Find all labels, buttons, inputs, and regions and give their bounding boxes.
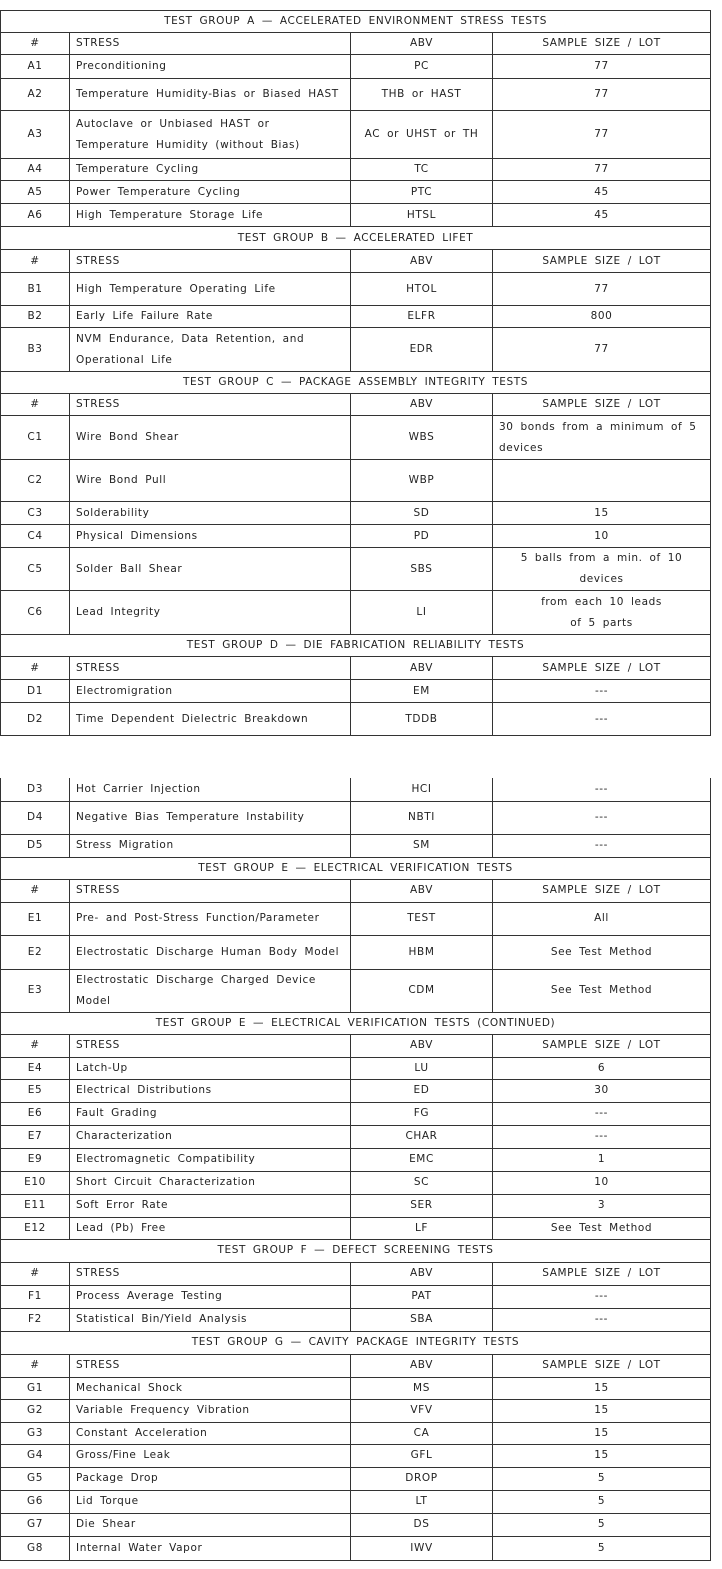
row-number-cell: D2 xyxy=(1,703,70,736)
sample-size-cell: 15 xyxy=(493,1377,711,1399)
column-header: SAMPLE SIZE / LOT xyxy=(493,394,711,416)
sample-size-cell: 15 xyxy=(493,1422,711,1444)
column-header: ABV xyxy=(351,879,493,902)
stress-cell: Pre- and Post-Stress Function/Parameter xyxy=(70,902,351,935)
sample-size-cell: 5 xyxy=(493,1536,711,1560)
row-number-cell: A5 xyxy=(1,181,70,204)
sample-size-cell: 45 xyxy=(493,204,711,227)
row-number-cell: F2 xyxy=(1,1308,70,1331)
stress-cell: Mechanical Shock xyxy=(70,1377,351,1399)
table-row xyxy=(1,416,711,460)
stress-cell: Electrical Distributions xyxy=(70,1079,351,1102)
column-header: # xyxy=(1,1034,70,1057)
table-row xyxy=(1,306,711,328)
row-number-cell: G5 xyxy=(1,1467,70,1490)
abbreviation-cell: LU xyxy=(351,1057,493,1079)
abbreviation-cell: IWV xyxy=(351,1536,493,1560)
abbreviation-cell: EDR xyxy=(351,328,493,372)
row-number-cell: E6 xyxy=(1,1102,70,1125)
column-header: SAMPLE SIZE / LOT xyxy=(493,657,711,680)
row-number-cell: E2 xyxy=(1,935,70,969)
column-header: STRESS xyxy=(70,394,351,416)
table-row xyxy=(1,79,711,111)
stress-cell: High Temperature Storage Life xyxy=(70,204,351,227)
group-title-row xyxy=(1,227,711,250)
table-row xyxy=(1,1536,711,1560)
column-header-row xyxy=(1,1354,711,1377)
table-row xyxy=(1,1399,711,1422)
column-header: STRESS xyxy=(70,250,351,273)
sample-size-cell: 5 xyxy=(493,1467,711,1490)
sample-size-cell: 77 xyxy=(493,159,711,181)
group-title-row xyxy=(1,1331,711,1354)
abbreviation-cell: DS xyxy=(351,1513,493,1536)
sample-size-cell: --- xyxy=(493,801,711,834)
group-title-row xyxy=(1,11,711,33)
abbreviation-cell: EMC xyxy=(351,1148,493,1171)
sample-size-cell: 10 xyxy=(493,525,711,548)
sample-size-cell: 800 xyxy=(493,306,711,328)
abbreviation-cell: HTSL xyxy=(351,204,493,227)
group-title: TEST GROUP F — DEFECT SCREENING TESTS xyxy=(1,1239,711,1262)
table-row xyxy=(1,680,711,703)
sample-size-cell: 15 xyxy=(493,1399,711,1422)
sample-size-cell: 77 xyxy=(493,55,711,79)
table-row xyxy=(1,1125,711,1148)
abbreviation-cell: SBS xyxy=(351,548,493,591)
stress-cell: Die Shear xyxy=(70,1513,351,1536)
table-row xyxy=(1,1057,711,1079)
abbreviation-cell: GFL xyxy=(351,1444,493,1467)
table-row xyxy=(1,548,711,591)
table-row xyxy=(1,328,711,372)
row-number-cell: A6 xyxy=(1,204,70,227)
stress-cell: Electrostatic Discharge Charged Device Model xyxy=(70,969,351,1012)
stress-cell: Process Average Testing xyxy=(70,1285,351,1308)
table-row xyxy=(1,1513,711,1536)
row-number-cell: C3 xyxy=(1,502,70,525)
row-number-cell: E1 xyxy=(1,902,70,935)
abbreviation-cell: SC xyxy=(351,1171,493,1194)
row-number-cell: E9 xyxy=(1,1148,70,1171)
sample-size-cell: 77 xyxy=(493,111,711,159)
row-number-cell: B2 xyxy=(1,306,70,328)
abbreviation-cell: DROP xyxy=(351,1467,493,1490)
sample-size-cell: --- xyxy=(493,1125,711,1148)
column-header-row xyxy=(1,33,711,55)
abbreviation-cell: CDM xyxy=(351,969,493,1012)
table-row xyxy=(1,935,711,969)
row-number-cell: A2 xyxy=(1,79,70,111)
abbreviation-cell: CHAR xyxy=(351,1125,493,1148)
column-header: # xyxy=(1,394,70,416)
stress-cell: Negative Bias Temperature Instability xyxy=(70,801,351,834)
column-header: # xyxy=(1,657,70,680)
stress-cell: Package Drop xyxy=(70,1467,351,1490)
column-header: SAMPLE SIZE / LOT xyxy=(493,250,711,273)
row-number-cell: A1 xyxy=(1,55,70,79)
column-header: ABV xyxy=(351,33,493,55)
abbreviation-cell: SD xyxy=(351,502,493,525)
sample-size-cell: See Test Method xyxy=(493,935,711,969)
column-header-row xyxy=(1,1034,711,1057)
table-row xyxy=(1,55,711,79)
stress-cell: Lead Integrity xyxy=(70,591,351,635)
sample-size-cell: --- xyxy=(493,703,711,736)
sample-size-cell: 3 xyxy=(493,1194,711,1217)
stress-cell: Latch-Up xyxy=(70,1057,351,1079)
column-header: # xyxy=(1,879,70,902)
row-number-cell: E4 xyxy=(1,1057,70,1079)
abbreviation-cell: WBS xyxy=(351,416,493,460)
row-number-cell: D1 xyxy=(1,680,70,703)
abbreviation-cell: WBP xyxy=(351,460,493,502)
table-row xyxy=(1,834,711,857)
abbreviation-cell: PAT xyxy=(351,1285,493,1308)
table-row xyxy=(1,1422,711,1444)
table-row xyxy=(1,273,711,306)
sample-size-cell: --- xyxy=(493,1102,711,1125)
row-number-cell: C1 xyxy=(1,416,70,460)
column-header: ABV xyxy=(351,1262,493,1285)
stress-cell: Gross/Fine Leak xyxy=(70,1444,351,1467)
sample-size-cell: 5 balls from a min. of 10 devices xyxy=(493,548,711,591)
stress-cell: Statistical Bin/Yield Analysis xyxy=(70,1308,351,1331)
table-row xyxy=(1,181,711,204)
sample-size-cell: 5 xyxy=(493,1490,711,1513)
group-title: TEST GROUP D — DIE FABRICATION RELIABILITY TESTS xyxy=(1,635,711,657)
column-header-row xyxy=(1,657,711,680)
sample-size-cell: 15 xyxy=(493,502,711,525)
table-row xyxy=(1,1217,711,1239)
table-row xyxy=(1,525,711,548)
table-row xyxy=(1,204,711,227)
stress-cell: Short Circuit Characterization xyxy=(70,1171,351,1194)
table-row xyxy=(1,1490,711,1513)
table-row xyxy=(1,1148,711,1171)
stress-cell: Stress Migration xyxy=(70,834,351,857)
abbreviation-cell: VFV xyxy=(351,1399,493,1422)
stress-cell: Fault Grading xyxy=(70,1102,351,1125)
abbreviation-cell: PTC xyxy=(351,181,493,204)
table-row xyxy=(1,1377,711,1399)
abbreviation-cell: HCI xyxy=(351,778,493,801)
row-number-cell: A3 xyxy=(1,111,70,159)
table-row xyxy=(1,1308,711,1331)
row-number-cell: A4 xyxy=(1,159,70,181)
column-header: # xyxy=(1,1354,70,1377)
sample-size-cell xyxy=(493,460,711,502)
column-header: STRESS xyxy=(70,657,351,680)
stress-test-table-page-1 xyxy=(0,10,711,736)
stress-cell: Power Temperature Cycling xyxy=(70,181,351,204)
table-row xyxy=(1,1079,711,1102)
row-number-cell: E5 xyxy=(1,1079,70,1102)
row-number-cell: G7 xyxy=(1,1513,70,1536)
table-row xyxy=(1,591,711,635)
abbreviation-cell: CA xyxy=(351,1422,493,1444)
column-header: SAMPLE SIZE / LOT xyxy=(493,1354,711,1377)
sample-size-cell: 30 xyxy=(493,1079,711,1102)
row-number-cell: E12 xyxy=(1,1217,70,1239)
group-title-row xyxy=(1,1239,711,1262)
column-header: ABV xyxy=(351,657,493,680)
row-number-cell: G8 xyxy=(1,1536,70,1560)
row-number-cell: C5 xyxy=(1,548,70,591)
stress-cell: Solderability xyxy=(70,502,351,525)
table-row xyxy=(1,801,711,834)
stress-test-table-page-2 xyxy=(0,778,711,1561)
row-number-cell: B1 xyxy=(1,273,70,306)
stress-cell: Time Dependent Dielectric Breakdown xyxy=(70,703,351,736)
row-number-cell: G6 xyxy=(1,1490,70,1513)
sample-size-cell: 1 xyxy=(493,1148,711,1171)
row-number-cell: D4 xyxy=(1,801,70,834)
sample-size-cell: 77 xyxy=(493,328,711,372)
row-number-cell: G1 xyxy=(1,1377,70,1399)
row-number-cell: F1 xyxy=(1,1285,70,1308)
row-number-cell: B3 xyxy=(1,328,70,372)
table-body xyxy=(1,778,711,1560)
stress-cell: Wire Bond Pull xyxy=(70,460,351,502)
stress-cell: Autoclave or Unbiased HAST or Temperature Humidity (without Bias) xyxy=(70,111,351,159)
table-row xyxy=(1,969,711,1012)
group-title: TEST GROUP A — ACCELERATED ENVIRONMENT STRESS TESTS xyxy=(1,11,711,33)
abbreviation-cell: EM xyxy=(351,680,493,703)
table-row xyxy=(1,1194,711,1217)
column-header: SAMPLE SIZE / LOT xyxy=(493,1034,711,1057)
group-title-row xyxy=(1,857,711,879)
table-body xyxy=(1,11,711,736)
column-header: SAMPLE SIZE / LOT xyxy=(493,1262,711,1285)
abbreviation-cell: LI xyxy=(351,591,493,635)
stress-cell: Constant Acceleration xyxy=(70,1422,351,1444)
table-row xyxy=(1,502,711,525)
sample-size-cell: 10 xyxy=(493,1171,711,1194)
sample-size-cell: See Test Method xyxy=(493,1217,711,1239)
column-header: ABV xyxy=(351,1034,493,1057)
column-header: STRESS xyxy=(70,1034,351,1057)
stress-cell: NVM Endurance, Data Retention, and Operational Life xyxy=(70,328,351,372)
abbreviation-cell: PD xyxy=(351,525,493,548)
abbreviation-cell: AC or UHST or TH xyxy=(351,111,493,159)
abbreviation-cell: ELFR xyxy=(351,306,493,328)
column-header: ABV xyxy=(351,1354,493,1377)
stress-cell: Preconditioning xyxy=(70,55,351,79)
column-header: STRESS xyxy=(70,879,351,902)
stress-cell: Electrostatic Discharge Human Body Model xyxy=(70,935,351,969)
stress-cell: Lid Torque xyxy=(70,1490,351,1513)
column-header: SAMPLE SIZE / LOT xyxy=(493,33,711,55)
stress-cell: Variable Frequency Vibration xyxy=(70,1399,351,1422)
abbreviation-cell: LT xyxy=(351,1490,493,1513)
table-row xyxy=(1,703,711,736)
row-number-cell: E3 xyxy=(1,969,70,1012)
group-title: TEST GROUP C — PACKAGE ASSEMBLY INTEGRITY TESTS xyxy=(1,372,711,394)
column-header-row xyxy=(1,394,711,416)
sample-size-cell: 5 xyxy=(493,1513,711,1536)
abbreviation-cell: HTOL xyxy=(351,273,493,306)
sample-size-cell: 77 xyxy=(493,79,711,111)
column-header-row xyxy=(1,879,711,902)
row-number-cell: C2 xyxy=(1,460,70,502)
stress-cell: High Temperature Operating Life xyxy=(70,273,351,306)
abbreviation-cell: SER xyxy=(351,1194,493,1217)
stress-cell: Internal Water Vapor xyxy=(70,1536,351,1560)
abbreviation-cell: SBA xyxy=(351,1308,493,1331)
column-header: # xyxy=(1,250,70,273)
row-number-cell: C4 xyxy=(1,525,70,548)
table-row xyxy=(1,902,711,935)
column-header: # xyxy=(1,33,70,55)
table-row xyxy=(1,1285,711,1308)
row-number-cell: E10 xyxy=(1,1171,70,1194)
abbreviation-cell: FG xyxy=(351,1102,493,1125)
stress-cell: Wire Bond Shear xyxy=(70,416,351,460)
row-number-cell: D3 xyxy=(1,778,70,801)
row-number-cell: E7 xyxy=(1,1125,70,1148)
table-row xyxy=(1,1171,711,1194)
row-number-cell: G3 xyxy=(1,1422,70,1444)
abbreviation-cell: HBM xyxy=(351,935,493,969)
row-number-cell: G2 xyxy=(1,1399,70,1422)
sample-size-cell: All xyxy=(493,902,711,935)
sample-size-cell: --- xyxy=(493,778,711,801)
column-header-row xyxy=(1,1262,711,1285)
abbreviation-cell: MS xyxy=(351,1377,493,1399)
abbreviation-cell: LF xyxy=(351,1217,493,1239)
table-row xyxy=(1,1102,711,1125)
table-row xyxy=(1,111,711,159)
sample-size-cell: 6 xyxy=(493,1057,711,1079)
stress-cell: Temperature Humidity-Bias or Biased HAST xyxy=(70,79,351,111)
column-header: STRESS xyxy=(70,33,351,55)
abbreviation-cell: PC xyxy=(351,55,493,79)
column-header: ABV xyxy=(351,394,493,416)
abbreviation-cell: THB or HAST xyxy=(351,79,493,111)
row-number-cell: G4 xyxy=(1,1444,70,1467)
stress-cell: Temperature Cycling xyxy=(70,159,351,181)
stress-cell: Physical Dimensions xyxy=(70,525,351,548)
group-title: TEST GROUP E — ELECTRICAL VERIFICATION TESTS (CONTINUED) xyxy=(1,1012,711,1034)
column-header: SAMPLE SIZE / LOT xyxy=(493,879,711,902)
row-number-cell: D5 xyxy=(1,834,70,857)
abbreviation-cell: TDDB xyxy=(351,703,493,736)
column-header: STRESS xyxy=(70,1354,351,1377)
abbreviation-cell: TC xyxy=(351,159,493,181)
abbreviation-cell: NBTI xyxy=(351,801,493,834)
stress-cell: Soft Error Rate xyxy=(70,1194,351,1217)
group-title: TEST GROUP G — CAVITY PACKAGE INTEGRITY TESTS xyxy=(1,1331,711,1354)
column-header: STRESS xyxy=(70,1262,351,1285)
table-row xyxy=(1,159,711,181)
sample-size-cell: --- xyxy=(493,1308,711,1331)
sample-size-cell: 45 xyxy=(493,181,711,204)
abbreviation-cell: TEST xyxy=(351,902,493,935)
sample-size-cell: 15 xyxy=(493,1444,711,1467)
table-row xyxy=(1,778,711,801)
group-title-row xyxy=(1,635,711,657)
row-number-cell: E11 xyxy=(1,1194,70,1217)
stress-cell: Early Life Failure Rate xyxy=(70,306,351,328)
sample-size-cell: 77 xyxy=(493,273,711,306)
group-title: TEST GROUP B — ACCELERATED LIFET xyxy=(1,227,711,250)
stress-cell: Hot Carrier Injection xyxy=(70,778,351,801)
column-header-row xyxy=(1,250,711,273)
row-number-cell: C6 xyxy=(1,591,70,635)
group-title-row xyxy=(1,1012,711,1034)
column-header: ABV xyxy=(351,250,493,273)
table-row xyxy=(1,1444,711,1467)
stress-cell: Solder Ball Shear xyxy=(70,548,351,591)
group-title: TEST GROUP E — ELECTRICAL VERIFICATION TESTS xyxy=(1,857,711,879)
column-header: # xyxy=(1,1262,70,1285)
group-title-row xyxy=(1,372,711,394)
sample-size-cell: See Test Method xyxy=(493,969,711,1012)
stress-cell: Electromagnetic Compatibility xyxy=(70,1148,351,1171)
stress-cell: Characterization xyxy=(70,1125,351,1148)
sample-size-cell: --- xyxy=(493,1285,711,1308)
stress-cell: Electromigration xyxy=(70,680,351,703)
stress-cell: Lead (Pb) Free xyxy=(70,1217,351,1239)
sample-size-cell: --- xyxy=(493,680,711,703)
table-row xyxy=(1,460,711,502)
table-row xyxy=(1,1467,711,1490)
sample-size-cell: --- xyxy=(493,834,711,857)
sample-size-cell: from each 10 leads of 5 parts xyxy=(493,591,711,635)
sample-size-cell: 30 bonds from a minimum of 5 devices xyxy=(493,416,711,460)
abbreviation-cell: SM xyxy=(351,834,493,857)
abbreviation-cell: ED xyxy=(351,1079,493,1102)
